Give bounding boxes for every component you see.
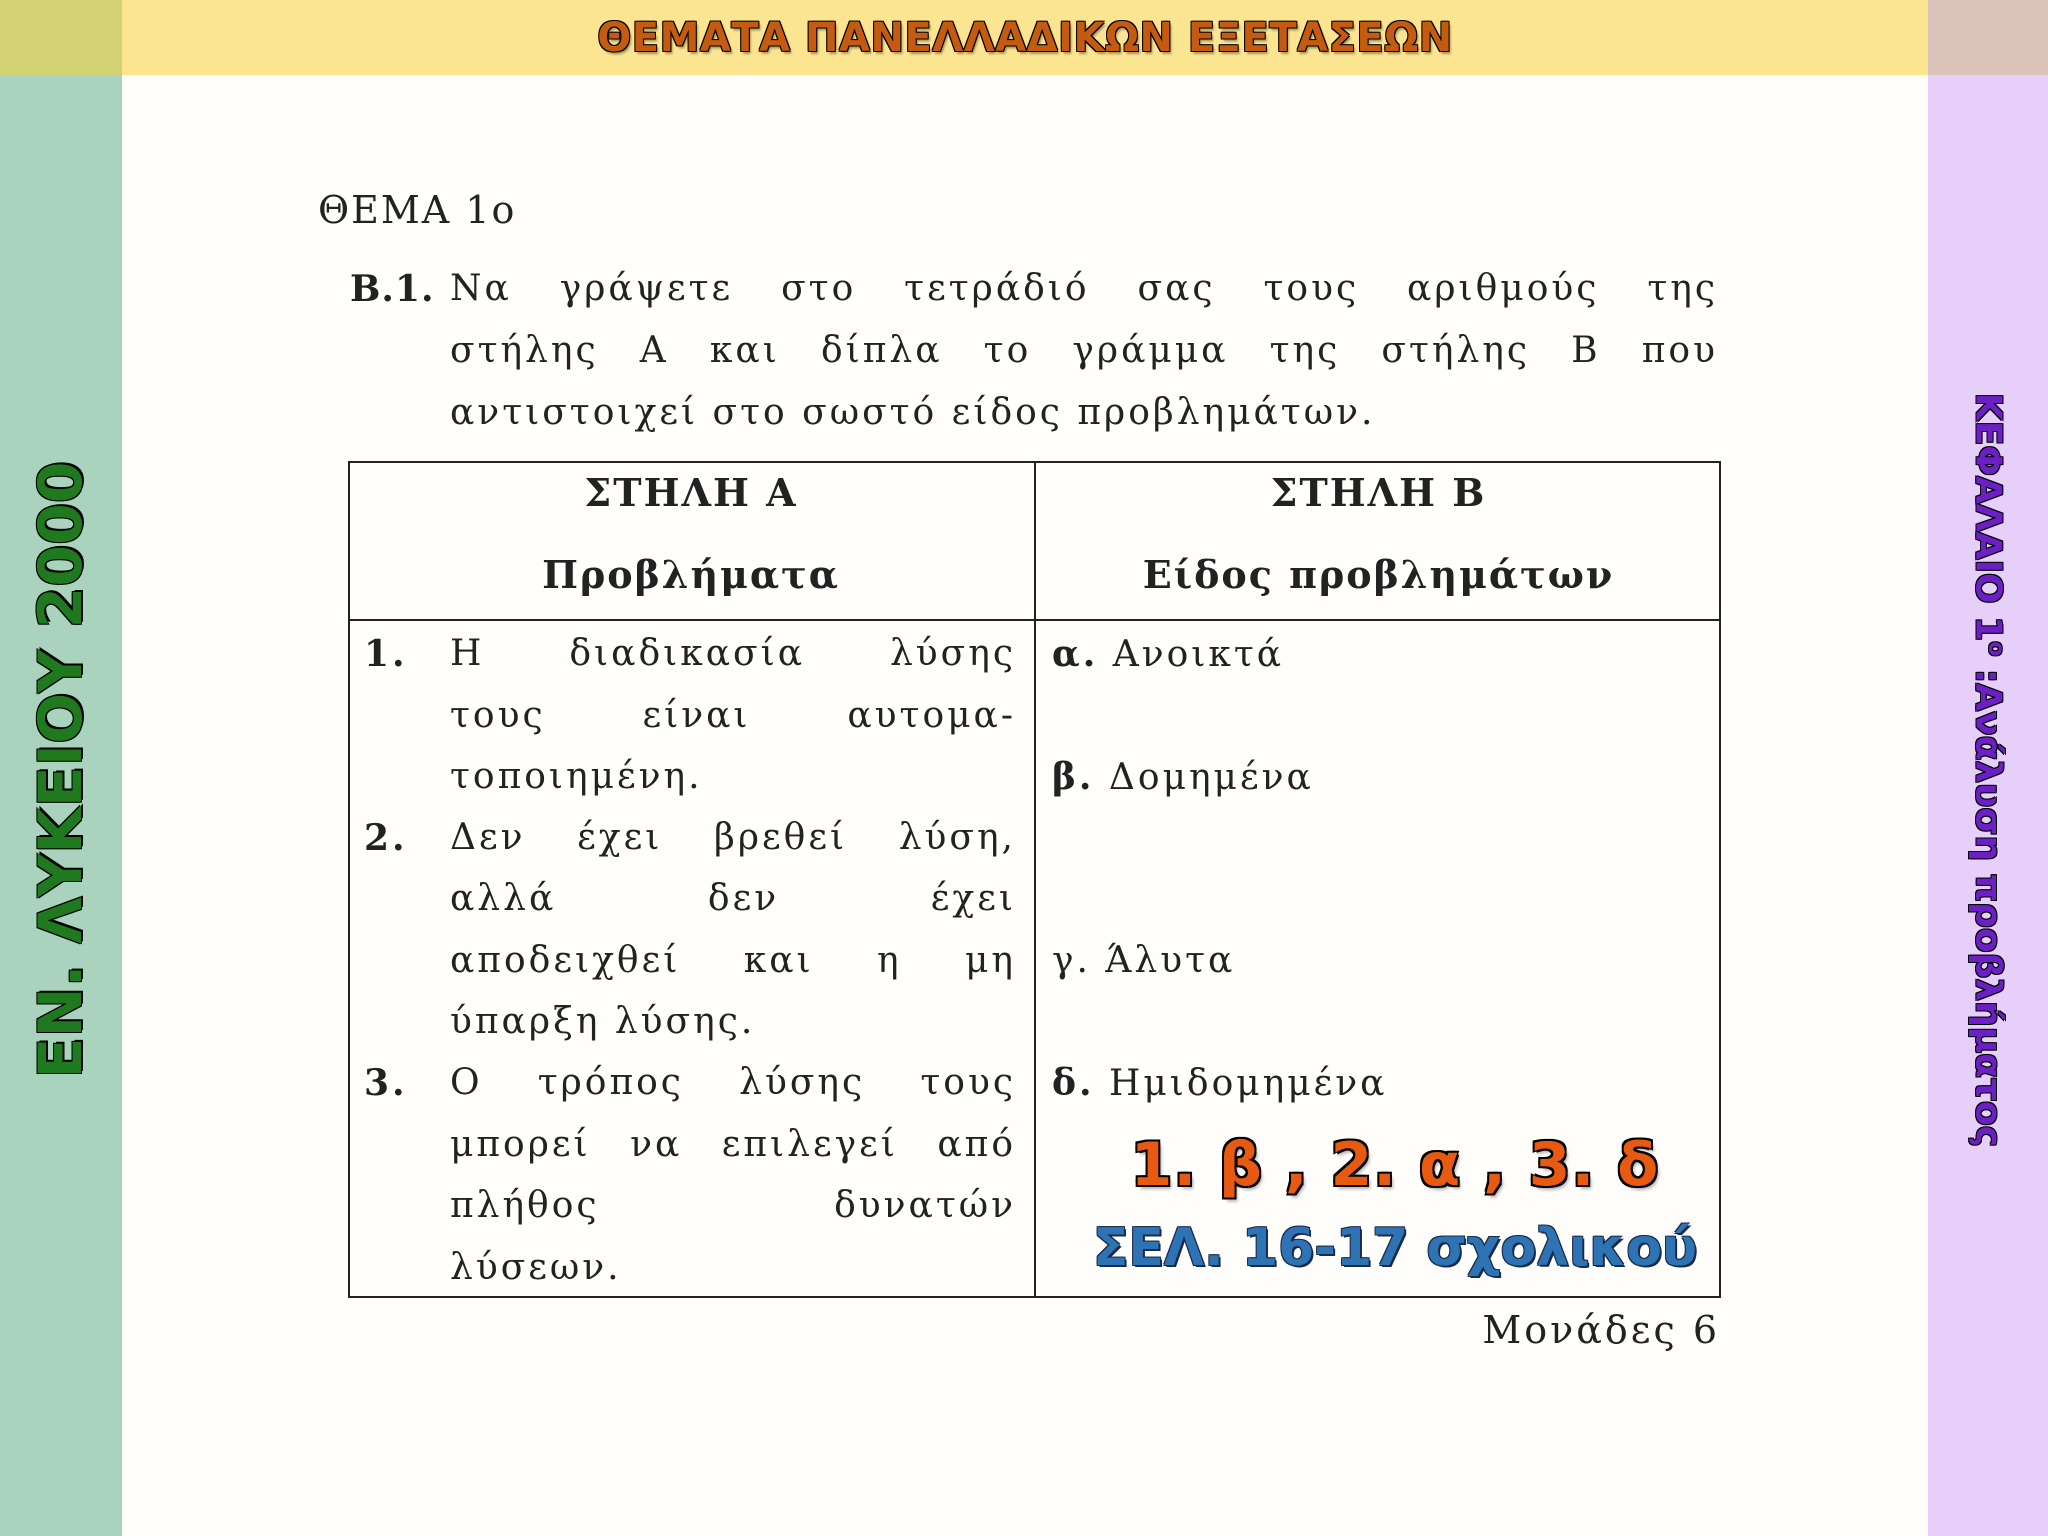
answer-key: 1. β , 2. α , 3. δ [1130,1130,1660,1200]
theme-title: ΘΕΜΑ 1ο [318,188,517,232]
col-a-item-number: 3. [364,1062,408,1104]
col-a-item-text: τους είναι αυτομα- [450,695,1016,736]
col-a-item-text: ύπαρξη λύσης. [450,1001,756,1042]
header-band [122,0,1928,75]
col-a-item-text: μπορεί να επιλεγεί από [450,1124,1016,1165]
table-header-divider [348,619,1721,621]
col-a-item-text: Ο τρόπος λύσης τους [450,1062,1016,1103]
question-line: Να γράψετε στο τετράδιό σας τους αριθμούς της [450,268,1718,309]
col-b-subheader: Είδος προβλημάτων [1142,552,1615,597]
right-sidebar-label: ΚΕΦΑΛΑΙΟ $1^o$ :Ανάλυση προβλήματος [1967,392,2009,1148]
corner-top-right [1928,0,2048,75]
col-a-item-text: Η διαδικασία λύσης [450,633,1016,674]
left-sidebar-label: ΕΝ. ΛΥΚΕΙΟΥ 2000 [26,461,96,1079]
question-line: αντιστοιχεί στο σωστό είδος προβλημάτων. [450,392,1376,433]
question-number: Β.1. [350,268,435,310]
header-title: ΘΕΜΑΤΑ ΠΑΝΕΛΛΑΔΙΚΩΝ ΕΞΕΤΑΣΕΩΝ [597,14,1453,61]
col-b-option: δ. Ημιδομημένα [1052,1062,1388,1104]
col-b-option: β. Δομημένα [1052,756,1314,798]
question-line: στήλης Α και δίπλα το γράμμα της στήλης Β που [450,330,1718,371]
col-b-option: α. Ανοικτά [1052,633,1285,675]
col-a-subheader: Προβλήματα [542,552,840,597]
col-a-item-number: 2. [364,817,408,859]
col-a-item-text: Δεν έχει βρεθεί λύση, [450,817,1016,858]
col-a-item-text: αλλά δεν έχει [450,878,1016,919]
corner-top-left [0,0,122,75]
col-a-item-number: 1. [364,633,408,675]
col-b-option: γ. Άλυτα [1052,940,1236,981]
col-a-item-text: αποδειχθεί και η μη [450,940,1016,981]
col-a-item-text: τοποιημένη. [450,756,703,797]
answer-reference: ΣΕΛ. 16-17 σχολικού [1092,1218,1698,1278]
col-a-item-text: λύσεων. [450,1247,622,1288]
col-b-header: ΣΤΗΛΗ Β [1270,470,1487,515]
col-a-header: ΣΤΗΛΗ Α [584,470,798,515]
col-a-item-text: πλήθος δυνατών [450,1185,1016,1226]
marks-label: Μονάδες 6 [1482,1308,1720,1352]
